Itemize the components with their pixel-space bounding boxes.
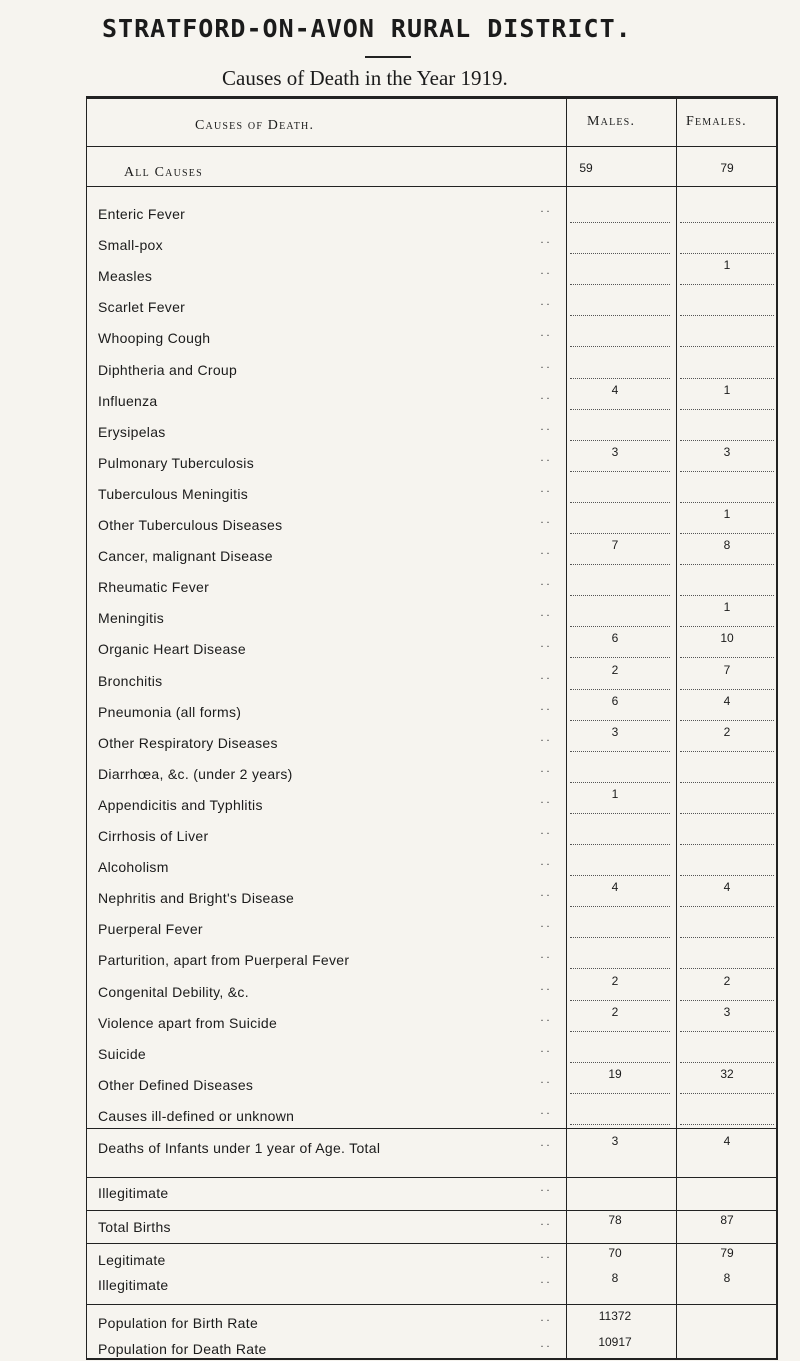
cause-label: Other Defined Diseases [98,1076,254,1093]
footer-males-value: 10917 [598,1335,632,1349]
females-value: 10 [720,631,734,646]
cause-label: Cirrhosis of Liver [98,828,209,844]
males-leader [570,1031,670,1032]
males-value: 3 [611,724,619,739]
females-leader [680,440,774,441]
dot-leader: ·· [540,1275,552,1289]
females-leader [680,1062,774,1063]
cause-label: Nephritis and Bright's Disease [98,890,295,907]
females-leader [680,222,774,223]
dot-leader: ·· [540,1105,552,1120]
dot-leader: ·· [540,266,552,281]
cause-label: Erysipelas [98,423,166,440]
dot-leader: ·· [540,888,552,903]
females-leader [680,1031,774,1032]
dot-leader: ·· [540,421,552,436]
cause-label: Suicide [98,1045,147,1062]
females-leader [680,720,774,721]
page-subtitle: Causes of Death in the Year 1919. [222,66,508,90]
females-leader [680,906,774,907]
dot-leader: ·· [540,732,552,747]
cause-label: Pulmonary Tuberculosis [98,454,254,471]
dot-leader: ·· [540,670,552,685]
males-leader [570,937,670,938]
females-leader [680,1093,774,1094]
footer-females-value: 8 [723,1271,731,1285]
females-leader [680,471,774,472]
males-leader [570,906,670,907]
males-value: 4 [611,880,619,895]
title-underline [365,56,411,58]
males-leader [570,751,670,752]
males-leader [570,222,670,223]
dot-leader: ·· [540,950,552,965]
females-leader [680,1000,774,1001]
footer-females-value: 79 [720,1246,734,1260]
females-value: 3 [723,444,731,459]
males-leader [570,689,670,690]
cause-label: Meningitis [98,610,165,627]
males-value: 2 [611,1004,619,1019]
dot-leader: ·· [540,297,552,312]
section-rule [86,1304,778,1305]
all-causes-rule [86,186,778,187]
footer-males-value: 11372 [598,1309,632,1323]
district-title: STRATFORD-ON-AVON RURAL DISTRICT. [102,14,632,43]
males-leader [570,626,670,627]
section-rule [86,1128,778,1129]
males-leader [570,471,670,472]
footer-males-value: 3 [611,1134,619,1148]
males-value: 2 [611,973,619,988]
table-top-rule [86,96,778,99]
cause-label: Bronchitis [98,672,163,689]
males-leader [570,440,670,441]
males-leader [570,813,670,814]
cause-label: Measles [98,268,153,285]
females-leader [680,409,774,410]
males-leader [570,595,670,596]
footer-label: Illegitimate [98,1277,169,1293]
cause-label: Diphtheria and Croup [98,361,238,378]
dot-leader: ·· [540,701,552,716]
header-causes: Causes of Death. [195,118,315,133]
males-leader [570,564,670,565]
footer-label: Legitimate [98,1252,166,1268]
section-rule [86,1243,778,1244]
males-leader [570,844,670,845]
females-leader [680,626,774,627]
header-rule [86,146,778,147]
females-leader [680,502,774,503]
females-value: 32 [720,1066,734,1081]
footer-males-value: 70 [608,1246,622,1260]
dot-leader: ·· [540,1043,552,1058]
cause-label: Scarlet Fever [98,299,186,316]
females-leader [680,968,774,969]
cause-label: Congenital Debility, &c. [98,983,249,1000]
males-leader [570,378,670,379]
all-causes-label: All Causes [124,165,203,180]
males-value: 2 [611,662,619,677]
section-rule [86,1177,778,1178]
footer-females-value: 4 [723,1134,731,1148]
dot-leader: ·· [540,515,552,529]
section-rule [86,1210,778,1211]
males-leader [570,315,670,316]
table-left-rule [86,98,87,1360]
dot-leader: ·· [540,1138,552,1152]
dot-leader: ·· [540,452,552,467]
dot-leader: ·· [540,1012,552,1027]
females-leader [680,937,774,938]
females-value: 8 [723,538,731,553]
dot-leader: ·· [540,204,552,218]
footer-males-value: 78 [608,1213,622,1227]
cause-label: Enteric Fever [98,206,186,222]
cause-label: Tuberculous Meningitis [98,485,249,502]
footer-females-value: 87 [720,1213,734,1227]
cause-label: Alcoholism [98,859,169,876]
footer-label: Total Births [98,1219,171,1235]
males-value: 6 [611,631,619,646]
males-leader [570,533,670,534]
table-bottom-rule [86,1358,778,1360]
dot-leader: ·· [540,1183,552,1197]
males-leader [570,875,670,876]
footer-label: Illegitimate [98,1185,169,1201]
females-leader [680,564,774,565]
males-leader [570,968,670,969]
males-leader [570,657,670,658]
males-value: 6 [611,693,619,708]
females-leader [680,751,774,752]
dot-leader: ·· [540,235,552,250]
males-value: 7 [611,538,619,553]
dot-leader: ·· [540,763,552,778]
dot-leader: ·· [540,390,552,405]
males-value: 3 [611,444,619,459]
females-leader [680,346,774,347]
females-value: 2 [723,724,731,739]
cause-label: Small-pox [98,237,163,254]
dot-leader: ·· [540,826,552,840]
females-leader [680,595,774,596]
males-column-rule [566,98,567,1360]
dot-leader: ·· [540,608,552,623]
header-males: Males. [587,114,636,129]
males-leader [570,284,670,285]
females-value: 7 [723,662,731,677]
cause-label: Influenza [98,392,158,409]
males-leader [570,502,670,503]
cause-label: Cancer, malignant Disease [98,548,273,565]
dot-leader: ·· [540,1217,552,1231]
table-right-rule [776,98,778,1360]
females-value: 1 [723,258,731,273]
females-value: 4 [723,880,731,895]
females-value: 3 [723,1004,731,1019]
cause-label: Parturition, apart from Puerperal Fever [98,952,350,969]
footer-label: Population for Death Rate [98,1341,267,1357]
females-leader [680,1124,774,1125]
footer-label: Population for Birth Rate [98,1315,259,1331]
dot-leader: ·· [540,639,552,654]
females-leader [680,689,774,690]
cause-label: Pneumonia (all forms) [98,703,242,720]
males-leader [570,346,670,347]
cause-label: Violence apart from Suicide [98,1014,278,1031]
males-leader [570,782,670,783]
cause-label: Puerperal Fever [98,921,203,938]
dot-leader: ·· [540,546,552,561]
females-column-rule [676,98,677,1360]
header-females: Females. [686,114,747,129]
cause-label: Other Respiratory Diseases [98,734,278,751]
cause-label: Diarrhœa, &c. (under 2 years) [98,765,293,782]
footer-label: Deaths of Infants under 1 year of Age. Total [98,1140,381,1156]
males-leader [570,1062,670,1063]
dot-leader: ·· [540,1250,552,1264]
dot-leader: ·· [540,483,552,498]
females-value: 4 [723,693,731,708]
females-leader [680,284,774,285]
cause-label: Whooping Cough [98,330,211,347]
cause-label: Rheumatic Fever [98,579,210,596]
females-value: 1 [723,600,731,615]
females-leader [680,378,774,379]
cause-label: Organic Heart Disease [98,641,246,658]
males-value: 19 [608,1066,622,1081]
dot-leader: ·· [540,794,552,809]
females-leader [680,533,774,534]
females-value: 1 [723,382,731,397]
cause-label: Appendicitis and Typhlitis [98,796,263,813]
dot-leader: ·· [540,919,552,934]
dot-leader: ·· [540,359,552,374]
males-value: 4 [611,382,619,397]
all-causes-males: 59 [579,161,593,175]
dot-leader: ·· [540,981,552,996]
males-leader [570,720,670,721]
dot-leader: ·· [540,577,552,592]
dot-leader: ·· [540,1313,552,1327]
females-leader [680,875,774,876]
dot-leader: ·· [540,328,552,343]
females-value: 2 [723,973,731,988]
males-leader [570,1093,670,1094]
dot-leader: ·· [540,857,552,872]
cause-label: Causes ill-defined or unknown [98,1107,295,1124]
males-value: 1 [611,786,619,801]
males-leader [570,1000,670,1001]
males-leader [570,1124,670,1125]
females-leader [680,782,774,783]
males-leader [570,409,670,410]
females-leader [680,813,774,814]
females-leader [680,315,774,316]
females-leader [680,657,774,658]
all-causes-females: 79 [720,161,734,175]
dot-leader: ·· [540,1074,552,1089]
cause-label: Other Tuberculous Diseases [98,517,283,533]
females-leader [680,253,774,254]
footer-males-value: 8 [611,1271,619,1285]
females-leader [680,844,774,845]
males-leader [570,253,670,254]
females-value: 1 [723,507,731,521]
dot-leader: ·· [540,1339,552,1353]
